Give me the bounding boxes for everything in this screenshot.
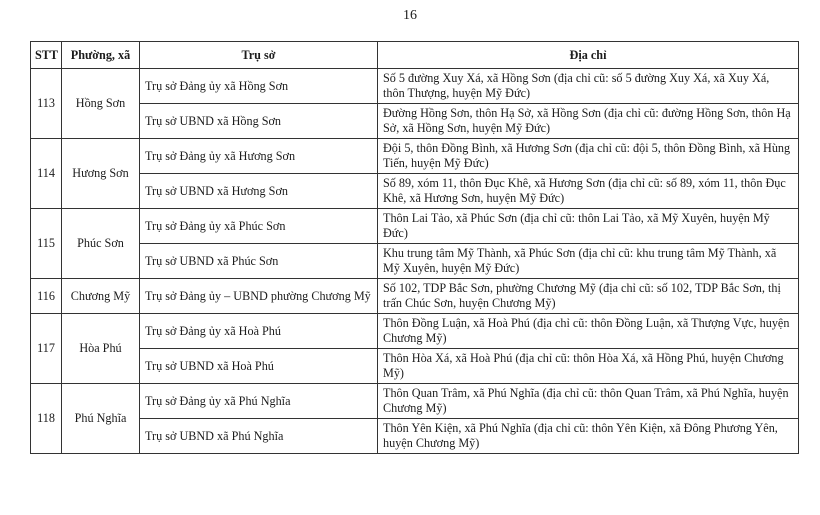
table-row bbox=[31, 244, 799, 279]
stt-cell: 118 bbox=[31, 384, 62, 454]
page-number: 16 bbox=[403, 8, 417, 23]
office-cell: Trụ sở UBND xã Hồng Sơn bbox=[140, 104, 378, 139]
table-row bbox=[31, 384, 799, 419]
table-row bbox=[31, 174, 799, 209]
office-cell: Trụ sở Đảng ủy xã Phúc Sơn bbox=[140, 209, 378, 244]
ward-cell: Phú Nghĩa bbox=[62, 384, 140, 454]
header-office: Trụ sở bbox=[140, 42, 378, 69]
address-cell: Thôn Hòa Xá, xã Hoà Phú (địa chỉ cũ: thôn Hòa Xá, xã Hồng Phú, huyện Chương Mỹ) bbox=[378, 349, 799, 384]
office-cell: Trụ sở UBND xã Hương Sơn bbox=[140, 174, 378, 209]
office-cell: Trụ sở Đảng ủy xã Hương Sơn bbox=[140, 139, 378, 174]
office-cell: Trụ sở UBND xã Hoà Phú bbox=[140, 349, 378, 384]
ward-cell: Hương Sơn bbox=[62, 139, 140, 209]
ward-cell: Hòa Phú bbox=[62, 314, 140, 384]
ward-cell: Chương Mỹ bbox=[62, 279, 140, 314]
office-cell: Trụ sở UBND xã Phú Nghĩa bbox=[140, 419, 378, 454]
stt-cell: 117 bbox=[31, 314, 62, 384]
office-address-table bbox=[30, 41, 799, 454]
header-ward: Phường, xã bbox=[62, 42, 140, 69]
table-row bbox=[31, 419, 799, 454]
address-cell: Khu trung tâm Mỹ Thành, xã Phúc Sơn (địa chỉ cũ: khu trung tâm Mỹ Thành, xã Mỹ Xuyên, huyện Mỹ Đức) bbox=[378, 244, 799, 279]
office-cell: Trụ sở Đảng ủy – UBND phường Chương Mỹ bbox=[140, 279, 378, 314]
address-cell: Số 102, TDP Bắc Sơn, phường Chương Mỹ (địa chỉ cũ: số 102, TDP Bắc Sơn, thị trấn Chúc Sơn, huyện Chương Mỹ) bbox=[378, 279, 799, 314]
office-cell: Trụ sở Đảng ủy xã Hoà Phú bbox=[140, 314, 378, 349]
ward-cell: Phúc Sơn bbox=[62, 209, 140, 279]
table-header-row bbox=[31, 42, 799, 69]
office-cell: Trụ sở UBND xã Phúc Sơn bbox=[140, 244, 378, 279]
address-cell: Đội 5, thôn Đồng Bình, xã Hương Sơn (địa chỉ cũ: đội 5, thôn Đồng Bình, xã Hùng Tiến, huyện Mỹ Đức) bbox=[378, 139, 799, 174]
table-row bbox=[31, 279, 799, 314]
address-cell: Số 89, xóm 11, thôn Đục Khê, xã Hương Sơn (địa chỉ cũ: số 89, xóm 11, thôn Đục Khê, xã Hương Sơn, huyện Mỹ Đức) bbox=[378, 174, 799, 209]
office-cell: Trụ sở Đảng ủy xã Phú Nghĩa bbox=[140, 384, 378, 419]
table-row bbox=[31, 139, 799, 174]
ward-cell: Hồng Sơn bbox=[62, 69, 140, 139]
address-cell: Thôn Đồng Luận, xã Hoà Phú (địa chỉ cũ: thôn Đồng Luận, xã Thượng Vực, huyện Chương Mỹ) bbox=[378, 314, 799, 349]
table-row bbox=[31, 69, 799, 104]
address-cell: Thôn Lai Tảo, xã Phúc Sơn (địa chỉ cũ: thôn Lai Tảo, xã Mỹ Xuyên, huyện Mỹ Đức) bbox=[378, 209, 799, 244]
address-cell: Thôn Yên Kiện, xã Phú Nghĩa (địa chỉ cũ: thôn Yên Kiện, xã Đông Phương Yên, huyện Chương Mỹ) bbox=[378, 419, 799, 454]
stt-cell: 114 bbox=[31, 139, 62, 209]
address-cell: Số 5 đường Xuy Xá, xã Hồng Sơn (địa chỉ cũ: số 5 đường Xuy Xá, xã Xuy Xá, thôn Thượng, huyện Mỹ Đức) bbox=[378, 69, 799, 104]
header-address: Địa chỉ bbox=[378, 42, 799, 69]
stt-cell: 115 bbox=[31, 209, 62, 279]
address-cell: Thôn Quan Trâm, xã Phú Nghĩa (địa chỉ cũ: thôn Quan Trâm, xã Phú Nghĩa, huyện Chương Mỹ) bbox=[378, 384, 799, 419]
table-row bbox=[31, 349, 799, 384]
table-row bbox=[31, 209, 799, 244]
address-cell: Đường Hồng Sơn, thôn Hạ Sở, xã Hồng Sơn (địa chỉ cũ: đường Hồng Sơn, thôn Hạ Sở, xã Hồng Sơn, huyện Mỹ Đức) bbox=[378, 104, 799, 139]
table-row bbox=[31, 104, 799, 139]
stt-cell: 113 bbox=[31, 69, 62, 139]
header-stt: STT bbox=[31, 42, 62, 69]
stt-cell: 116 bbox=[31, 279, 62, 314]
table-row bbox=[31, 314, 799, 349]
office-cell: Trụ sở Đảng ủy xã Hồng Sơn bbox=[140, 69, 378, 104]
